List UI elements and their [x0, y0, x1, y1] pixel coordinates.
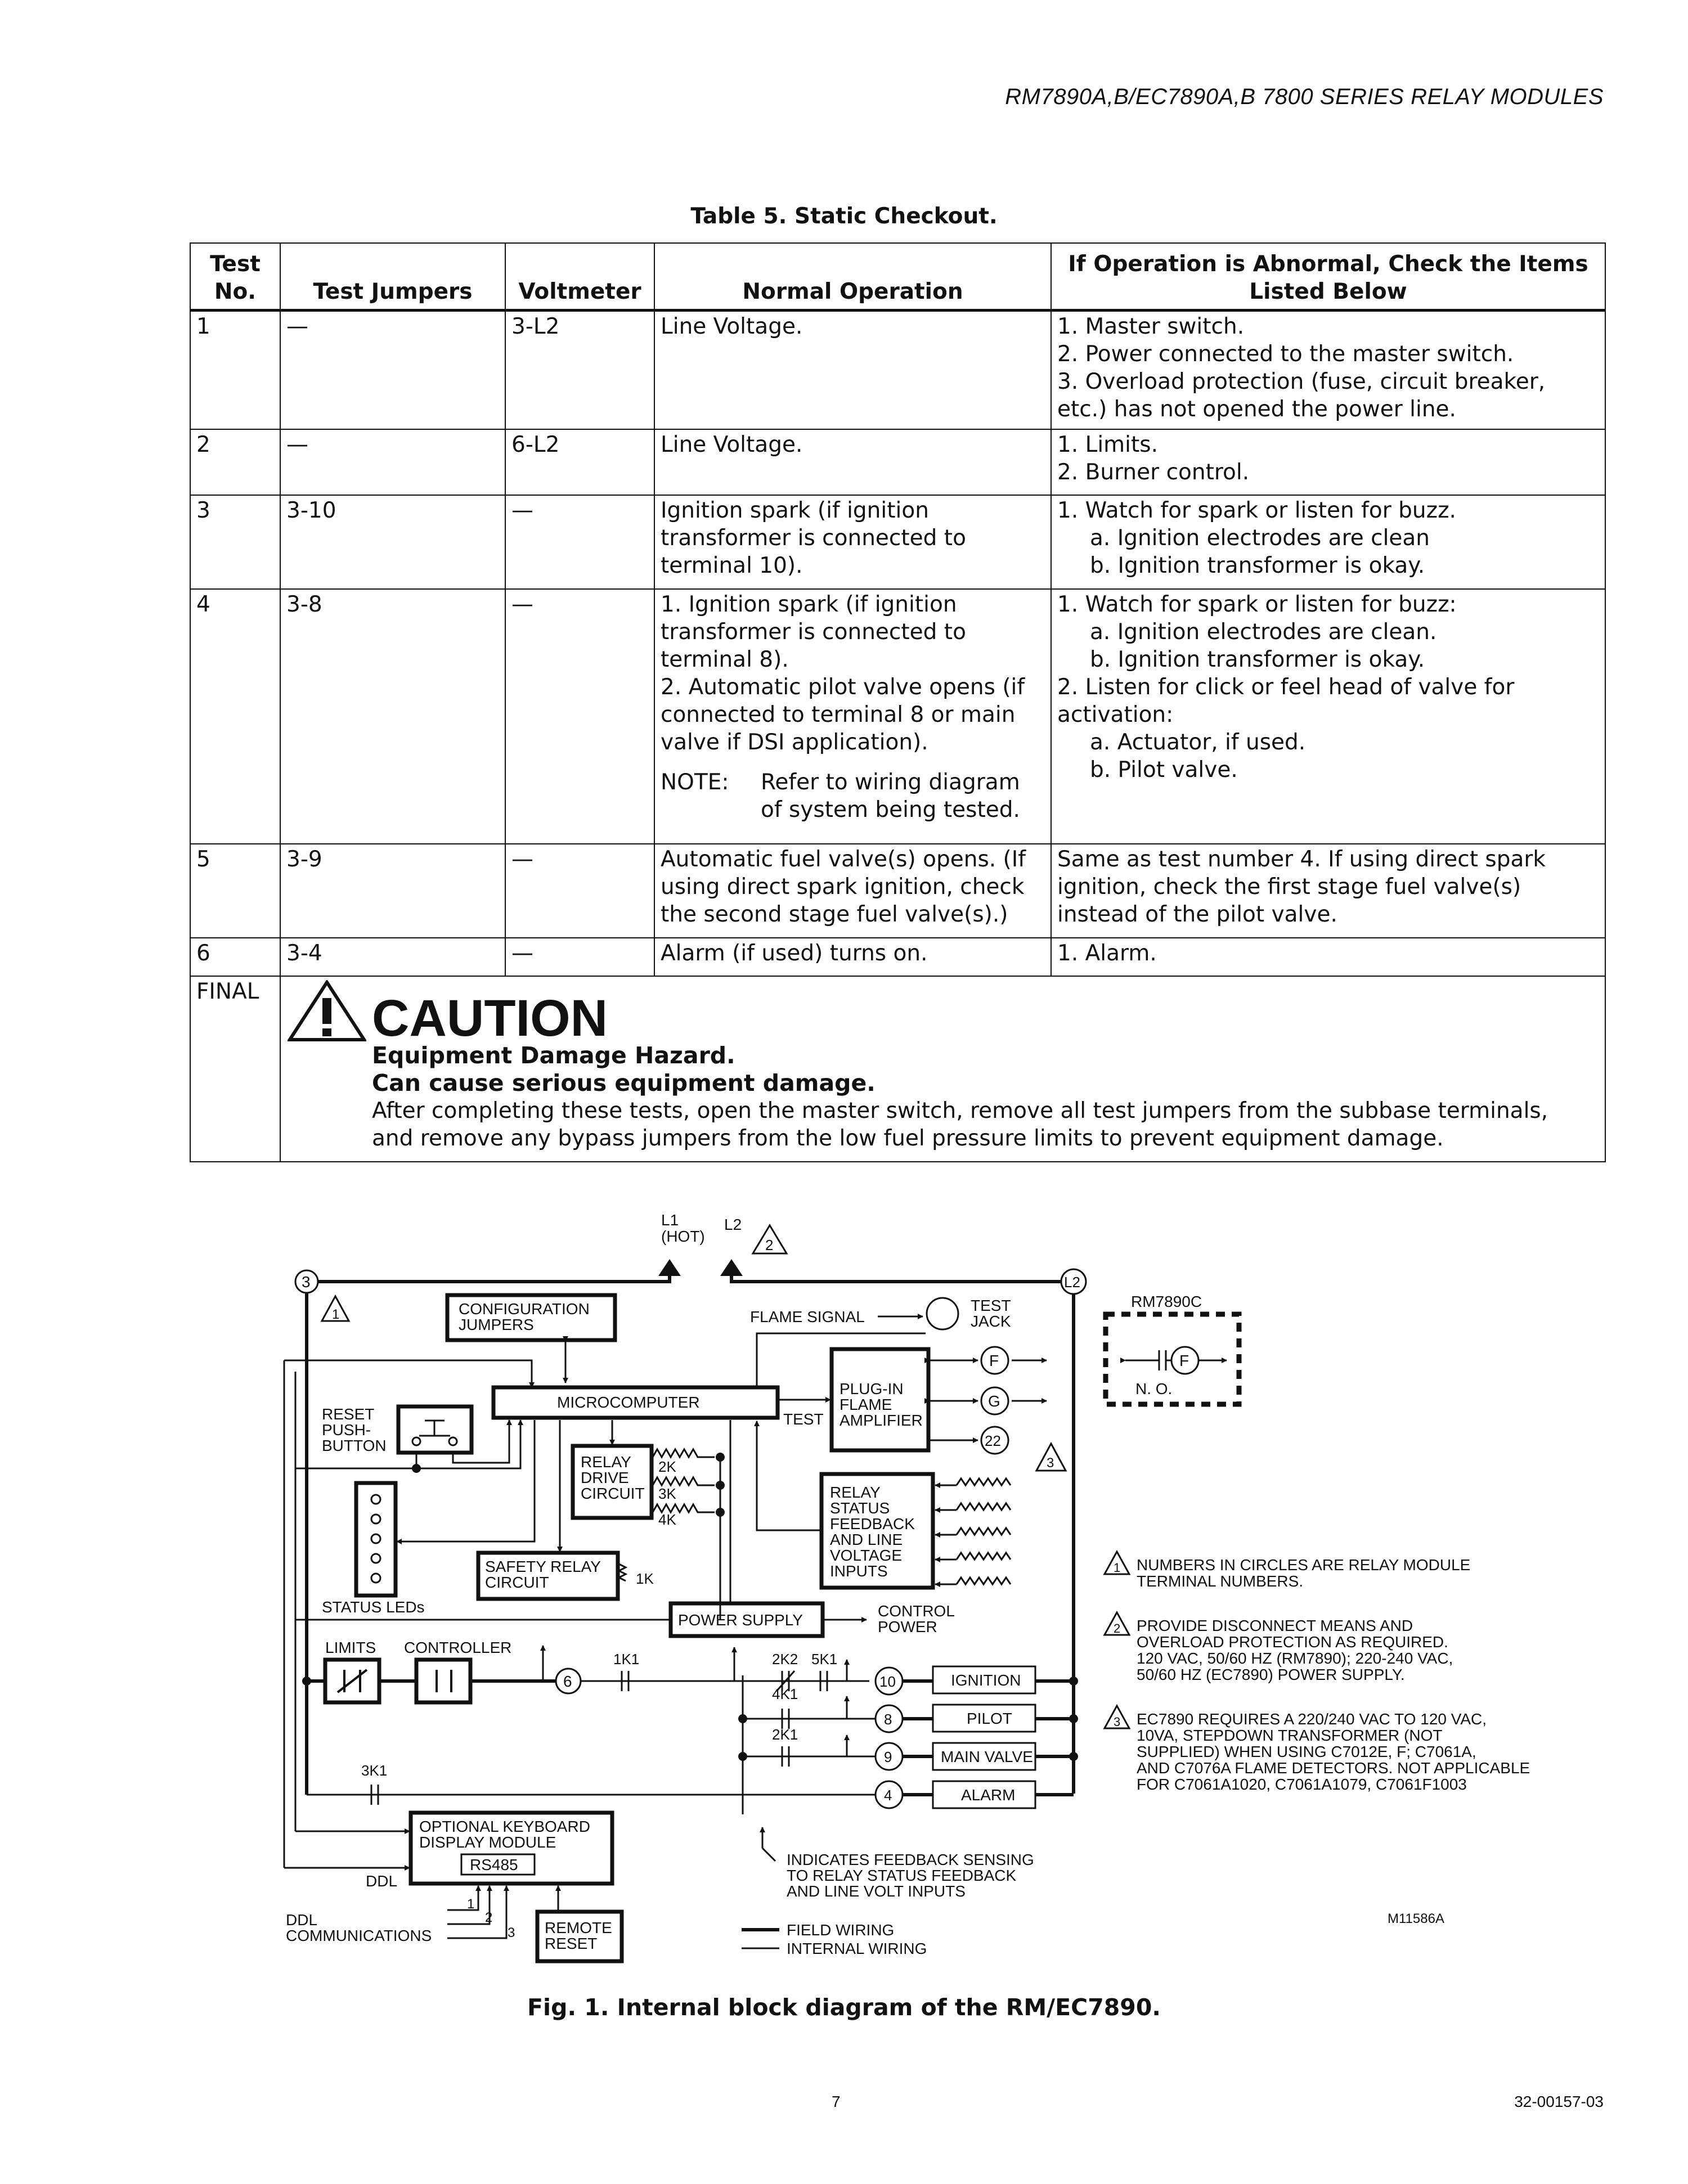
- reset-label-3: BUTTON: [322, 1437, 387, 1454]
- svg-text:6: 6: [563, 1673, 572, 1690]
- rsf-label-5: VOLTAGE: [830, 1547, 903, 1564]
- l2-bus: [731, 1276, 1061, 1282]
- legend-field-wiring: FIELD WIRING: [787, 1921, 895, 1939]
- junction-dot: [716, 1508, 725, 1517]
- reset-label-2: PUSH-: [322, 1421, 371, 1439]
- rs485-label: RS485: [470, 1856, 518, 1873]
- relay-drive-label-2: DRIVE: [581, 1469, 629, 1486]
- junction-dot: [738, 1752, 747, 1761]
- amp-terminal-g: [930, 1387, 1047, 1414]
- svg-text:OVERLOAD PROTECTION AS REQUIRE: OVERLOAD PROTECTION AS REQUIRED.: [1137, 1633, 1448, 1651]
- coil-1k-icon: [619, 1564, 626, 1581]
- cell-jumpers: 3-8: [280, 589, 505, 844]
- note: NOTE: Refer to wiring diagram of system being tested.: [661, 769, 1020, 823]
- svg-text:10VA, STEPDOWN TRANSFORMER (NO: 10VA, STEPDOWN TRANSFORMER (NOT: [1137, 1727, 1443, 1744]
- test-jack-label-1: TEST: [971, 1297, 1011, 1314]
- cell-jumpers: 3-9: [280, 844, 505, 938]
- ddl-pin-3: 3: [508, 1925, 515, 1940]
- l1-arrow-icon: [658, 1259, 681, 1276]
- cell-test: 3: [190, 495, 280, 589]
- svg-text:SUPPLIED) WHEN USING C7012E, F: SUPPLIED) WHEN USING C7012E, F; C7061A,: [1137, 1743, 1476, 1760]
- terminal-4: [876, 1781, 903, 1808]
- rsf-label-1: RELAY: [830, 1484, 881, 1501]
- drawing-code: M11586A: [1388, 1911, 1444, 1926]
- contact-4k1-label: 4K1: [772, 1686, 798, 1702]
- svg-text:F: F: [1179, 1352, 1189, 1369]
- cell-test: 4: [190, 589, 280, 844]
- led-icon: [371, 1554, 380, 1563]
- cell-normal: Line Voltage.: [654, 310, 1051, 429]
- table-title: Table 5. Static Checkout.: [690, 204, 998, 229]
- cell-voltmeter: —: [505, 589, 654, 844]
- legend-internal-wiring: INTERNAL WIRING: [787, 1940, 927, 1957]
- relay-drive-label-1: RELAY: [581, 1453, 631, 1471]
- cell-abnormal: 1. Watch for spark or listen for buzz: a. Ignition electrodes are clean. b. Ignition transformer is okay. 2. Listen for click or feel head of valve for activation: a. Actuator, if used. b. Pilot valve.: [1051, 589, 1605, 844]
- junction-dot: [1069, 1714, 1078, 1723]
- coil-2k: 2K: [658, 1458, 676, 1475]
- ignition-label: IGNITION: [951, 1671, 1021, 1689]
- control-label-1: CONTROL: [878, 1602, 955, 1620]
- svg-text:3: 3: [302, 1273, 311, 1291]
- rsf-label-6: INPUTS: [830, 1562, 888, 1580]
- flame-signal-line: [757, 1333, 926, 1387]
- remote-reset-label-2: RESET: [545, 1935, 598, 1952]
- reset-feed: [295, 1454, 416, 1468]
- svg-text:G: G: [988, 1392, 1000, 1410]
- junction-dot: [738, 1714, 747, 1723]
- led-icon: [371, 1574, 380, 1583]
- svg-text:10: 10: [879, 1673, 896, 1690]
- pilot-label: PILOT: [967, 1710, 1012, 1727]
- cell-voltmeter: —: [505, 495, 654, 589]
- reset-link-2: [416, 1420, 520, 1468]
- svg-text:1: 1: [1114, 1561, 1121, 1575]
- svg-text:NUMBERS IN CIRCLES ARE RELAY M: NUMBERS IN CIRCLES ARE RELAY MODULE: [1137, 1556, 1471, 1574]
- terminal-3: [295, 1270, 318, 1293]
- coil-4k: 4K: [658, 1511, 676, 1528]
- cell-abnormal: 1. Limits. 2. Burner control.: [1051, 429, 1605, 495]
- page-number: 7: [832, 2093, 841, 2110]
- terminal-10: [876, 1668, 903, 1695]
- cell-test: 2: [190, 429, 280, 495]
- ddl-comm-label-2: COMMUNICATIONS: [286, 1927, 432, 1944]
- cell-voltmeter: 3-L2: [505, 310, 654, 429]
- amp-terminal-f: [930, 1347, 1047, 1374]
- cell-jumpers: 3-4: [280, 938, 505, 976]
- svg-text:3: 3: [1047, 1455, 1054, 1471]
- cell-normal: Line Voltage.: [654, 429, 1051, 495]
- svg-text:TERMINAL NUMBERS.: TERMINAL NUMBERS.: [1137, 1572, 1304, 1590]
- junction-dot: [716, 1481, 725, 1490]
- config-label-1: CONFIGURATION: [459, 1300, 590, 1318]
- svg-text:PROVIDE DISCONNECT MEANS AND: PROVIDE DISCONNECT MEANS AND: [1137, 1617, 1413, 1634]
- cell-normal: Alarm (if used) turns on.: [654, 938, 1051, 976]
- rsf-label-4: AND LINE: [830, 1531, 903, 1548]
- terminal-6: [556, 1669, 581, 1693]
- ddl-label: DDL: [366, 1872, 398, 1890]
- safety-label-2: CIRCUIT: [485, 1574, 549, 1591]
- feedback-inputs: [957, 1479, 1011, 1584]
- coil-icon: [653, 1504, 715, 1512]
- control-label-2: POWER: [878, 1618, 937, 1635]
- cell-test: 6: [190, 938, 280, 976]
- contact-1k1-label: 1K1: [613, 1651, 640, 1668]
- col-abnormal: If Operation is Abnormal, Check the Items Listed Below: [1051, 243, 1605, 310]
- cell-normal: Ignition spark (if ignition transformer is connected to terminal 10).: [654, 495, 1051, 589]
- hot-label: (HOT): [661, 1228, 705, 1245]
- amp-terminal-22: [930, 1427, 1008, 1454]
- running-header: RM7890A,B/EC7890A,B 7800 SERIES RELAY MODULES: [1005, 84, 1604, 109]
- cell-test: 1: [190, 310, 280, 429]
- cell-test: 5: [190, 844, 280, 938]
- legend-feedback-3: AND LINE VOLT INPUTS: [787, 1882, 966, 1900]
- cell-voltmeter: —: [505, 938, 654, 976]
- caution-consequence: Can cause serious equipment damage.: [372, 1069, 876, 1097]
- diagram-note-3: [1105, 1706, 1530, 1793]
- contact-2k2-label: 2K2: [772, 1651, 798, 1668]
- svg-text:3: 3: [1114, 1715, 1121, 1729]
- remote-reset-label-1: REMOTE: [545, 1919, 612, 1936]
- l1-label: L1: [661, 1211, 679, 1229]
- terminal-l2: [1061, 1269, 1086, 1294]
- legend-feedback-1: INDICATES FEEDBACK SENSING: [787, 1851, 1034, 1868]
- caution-text-2: and remove any bypass jumpers from the low fuel pressure limits to prevent equipment damage.: [372, 1125, 1444, 1151]
- coil-1k: 1K: [636, 1570, 654, 1587]
- svg-text:8: 8: [884, 1711, 892, 1728]
- cell-jumpers: —: [280, 310, 505, 429]
- microcomputer-label: MICROCOMPUTER: [557, 1394, 700, 1411]
- junction-dot: [1069, 1752, 1078, 1761]
- terminal-8: [876, 1705, 903, 1732]
- l2-arrow-icon: [720, 1259, 743, 1276]
- junction-dot: [716, 1453, 725, 1462]
- cell-voltmeter: —: [505, 844, 654, 938]
- caution-hazard: Equipment Damage Hazard.: [372, 1041, 735, 1069]
- svg-text:2: 2: [1114, 1621, 1121, 1635]
- junction-dot: [302, 1677, 311, 1686]
- svg-text:L2: L2: [1064, 1274, 1080, 1291]
- amp-label-3: AMPLIFIER: [839, 1412, 923, 1429]
- col-test-no: Test No.: [190, 243, 280, 310]
- power-supply-label: POWER SUPPLY: [678, 1611, 803, 1629]
- svg-text:120 VAC, 50/60 HZ (RM7890); 22: 120 VAC, 50/60 HZ (RM7890); 220-240 VAC,: [1137, 1650, 1453, 1667]
- config-label-2: JUMPERS: [459, 1316, 534, 1333]
- status-leds-label: STATUS LEDs: [322, 1598, 425, 1616]
- svg-text:EC7890 REQUIRES A 220/240 VAC: EC7890 REQUIRES A 220/240 VAC TO 120 VAC,: [1137, 1710, 1487, 1728]
- cell-abnormal: 1. Master switch. 2. Power connected to the master switch. 3. Overload protection (fuse, circuit breaker, etc.) has not opened the power line.: [1051, 310, 1605, 429]
- l2-top-label: L2: [724, 1216, 742, 1233]
- safety-label-1: SAFETY RELAY: [485, 1558, 601, 1575]
- note-1-triangle-icon: [322, 1296, 349, 1322]
- col-test-jumpers: Test Jumpers: [280, 243, 505, 310]
- feed-line-1: [284, 1360, 532, 1387]
- col-voltmeter: Voltmeter: [505, 243, 654, 310]
- coil-3k: 3K: [658, 1485, 676, 1502]
- main-valve-label: MAIN VALVE: [941, 1748, 1033, 1765]
- coil-icon: [653, 1449, 715, 1457]
- l1-bus: [318, 1276, 670, 1282]
- reset-label-1: RESET: [322, 1405, 375, 1423]
- cell-final-label: FINAL: [190, 976, 280, 1162]
- cell-abnormal: Same as test number 4. If using direct spark ignition, check the first stage fuel valve(s) instead of the pilot valve.: [1051, 844, 1605, 938]
- relay-drive-label-3: CIRCUIT: [581, 1485, 645, 1502]
- cell-voltmeter: 6-L2: [505, 429, 654, 495]
- cell-jumpers: —: [280, 429, 505, 495]
- cell-abnormal: 1. Watch for spark or listen for buzz. a. Ignition electrodes are clean b. Ignition transformer is okay.: [1051, 495, 1605, 589]
- junction-dot: [1069, 1677, 1078, 1686]
- reset-link: [453, 1420, 509, 1463]
- no-label: N. O.: [1135, 1380, 1173, 1397]
- ddl-pin-2: 2: [485, 1910, 493, 1925]
- cell-normal: 1. Ignition spark (if ignition transformer is connected to terminal 8). 2. Automatic pilot valve opens (if connected to terminal 8 or main valve if DSI application). NOTE: Refer to wiring diagram of system being tested.: [654, 589, 1051, 844]
- limits-label: LIMITS: [325, 1639, 376, 1656]
- kdm-label-1: OPTIONAL KEYBOARD: [419, 1818, 590, 1835]
- svg-text:1: 1: [332, 1307, 340, 1322]
- svg-text:F: F: [989, 1352, 999, 1369]
- caution-text-1: After completing these tests, open the master switch, remove all test jumpers from the subbase terminals,: [372, 1098, 1548, 1124]
- test-label: TEST: [783, 1410, 824, 1428]
- ddl-line-3: [447, 1886, 506, 1938]
- svg-text:9: 9: [884, 1749, 892, 1765]
- amp-label-1: PLUG-IN: [839, 1380, 904, 1397]
- kdm-label-2: DISPLAY MODULE: [419, 1834, 556, 1851]
- led-icon: [371, 1534, 380, 1543]
- contact-2k1-label: 2K1: [772, 1726, 798, 1743]
- amp-label-2: FLAME: [839, 1396, 892, 1413]
- alarm-label: ALARM: [961, 1786, 1016, 1804]
- diagram-note-1: [1105, 1552, 1470, 1590]
- figure-caption: Fig. 1. Internal block diagram of the RM/EC7890.: [527, 1994, 1161, 2021]
- test-jack-icon: [927, 1298, 958, 1329]
- col-normal-operation: Normal Operation: [654, 243, 1051, 310]
- ddl-pin-1: 1: [467, 1897, 475, 1912]
- diagram-note-2: [1105, 1612, 1453, 1683]
- svg-text:22: 22: [985, 1432, 1001, 1449]
- cell-jumpers: 3-10: [280, 495, 505, 589]
- svg-text:FOR C7061A1020, C7061A1079, C7: FOR C7061A1020, C7061A1079, C7061F1003: [1137, 1776, 1467, 1793]
- rsf-label-3: FEEDBACK: [830, 1515, 915, 1533]
- legend-feedback-2: TO RELAY STATUS FEEDBACK: [787, 1867, 1017, 1884]
- svg-text:50/60 HZ (EC7890) POWER SUPPLY: 50/60 HZ (EC7890) POWER SUPPLY.: [1137, 1666, 1405, 1683]
- led-icon: [371, 1495, 380, 1504]
- flame-signal-label: FLAME SIGNAL: [750, 1308, 865, 1325]
- rsf-label-2: STATUS: [830, 1499, 890, 1517]
- terminal-9: [876, 1743, 903, 1770]
- document-number: 32-00157-03: [1514, 2093, 1604, 2110]
- controller-label: CONTROLLER: [404, 1639, 512, 1656]
- feedback-to-micro: [757, 1421, 820, 1530]
- note-3-triangle-icon: [1036, 1444, 1066, 1471]
- caution-word: CAUTION: [372, 989, 608, 1047]
- coil-icon: [653, 1477, 715, 1485]
- contact-3k1-label: 3K1: [361, 1762, 388, 1779]
- cell-normal: Automatic fuel valve(s) opens. (If using direct spark ignition, check the second stage fuel valve(s).): [654, 844, 1051, 938]
- rm7890c-label: RM7890C: [1131, 1293, 1202, 1310]
- svg-text:2: 2: [765, 1237, 774, 1253]
- cell-abnormal: 1. Alarm.: [1051, 938, 1605, 976]
- led-icon: [371, 1515, 380, 1524]
- contact-5k1-label: 5K1: [811, 1651, 838, 1668]
- ddl-comm-label-1: DDL: [286, 1911, 318, 1929]
- rm7890c-terminal-f: [1171, 1347, 1198, 1374]
- svg-text:4: 4: [884, 1787, 892, 1804]
- pushbutton-icon: [412, 1421, 457, 1445]
- note-2-triangle-icon: [753, 1225, 787, 1253]
- svg-text:AND C7076A FLAME DETECTORS. NO: AND C7076A FLAME DETECTORS. NOT APPLICABLE: [1137, 1759, 1530, 1777]
- test-jack-label-2: JACK: [971, 1313, 1011, 1330]
- controller-switch-block: [416, 1660, 470, 1702]
